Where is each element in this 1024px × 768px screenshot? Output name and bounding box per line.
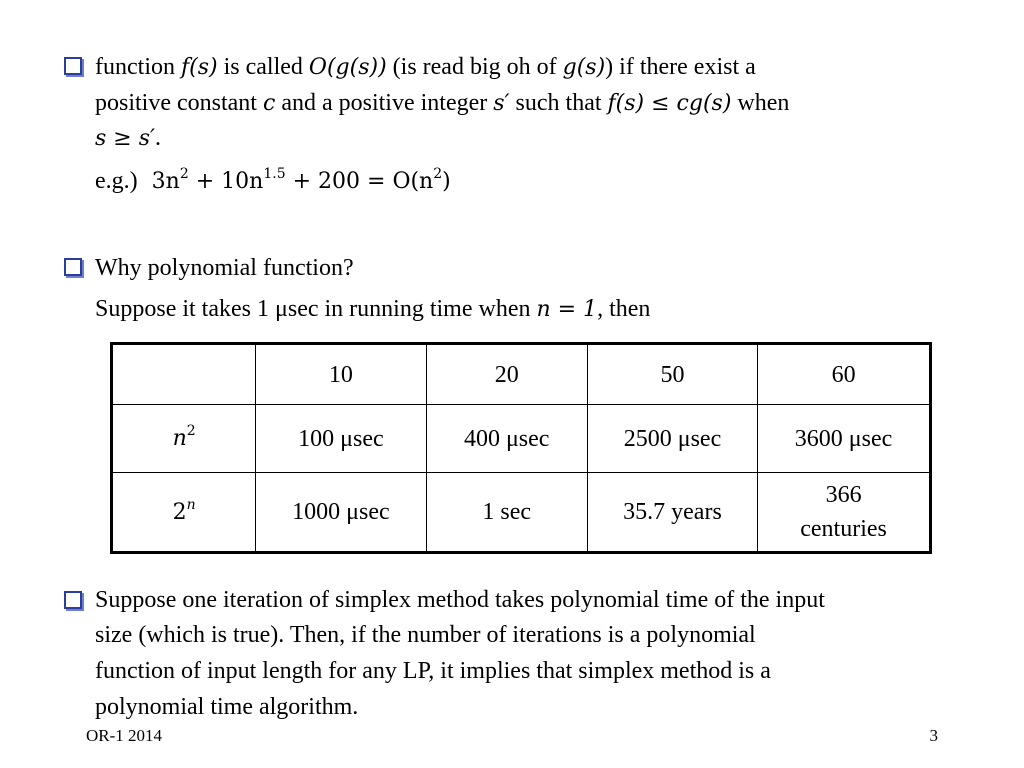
text: . (155, 125, 161, 151)
table-header-cell: 20 (426, 344, 587, 405)
page-number: 3 (929, 726, 938, 745)
table-corner-cell (112, 344, 256, 405)
table-header-cell: 50 (587, 344, 757, 405)
table-header-cell: 10 (256, 344, 426, 405)
math-inequality: f(s) ≤ cg(s) (607, 91, 732, 116)
table-cell: 35.7 years (587, 473, 757, 553)
simplex-line-1: Suppose one iteration of simplex method takes polynomial time of the input (95, 587, 825, 613)
simplex-line-4: polynomial time algorithm. (95, 694, 359, 720)
footer-course-label: OR-1 2014 (86, 726, 163, 745)
math-f-of-s: f(s) (180, 55, 218, 80)
label-exponent: 2 (186, 423, 196, 439)
why-polynomial-title: Why polynomial function? (95, 255, 354, 281)
text: , then (597, 296, 651, 322)
label-base: 2 (172, 499, 187, 525)
definition-line-1 (95, 52, 756, 83)
text: is called (217, 54, 309, 80)
text: Suppose it takes 1 μsec in running time when (95, 296, 537, 322)
table-cell: 100 μsec (256, 405, 426, 473)
simplex-line-3: function of input length for any LP, it implies that simplex method is a (95, 658, 771, 684)
math-n-equals-1: n = 1 (536, 297, 598, 322)
example-prefix: e.g.) (95, 168, 138, 194)
text: positive constant (95, 90, 263, 116)
definition-line-3 (95, 123, 161, 154)
table-cell: 366 centuries (758, 473, 931, 553)
eq-exponent: 2 (179, 166, 189, 182)
text: (is read big oh of (386, 54, 563, 80)
math-big-oh: O(g(s)) (308, 55, 387, 80)
running-time-sentence (95, 294, 650, 325)
bullet-checkbox-icon (64, 591, 82, 609)
text: and a positive integer (275, 90, 494, 116)
eq-part: 3n (151, 169, 180, 194)
row-label-two-to-n (112, 473, 256, 553)
table-cell: 3600 μsec (758, 405, 931, 473)
table-header-cell: 60 (758, 344, 931, 405)
math-s-prime: s′ (493, 91, 510, 116)
text: such that (509, 90, 608, 116)
table-header-row (112, 344, 931, 405)
definition-line-2 (95, 88, 789, 119)
eq-part: ) (442, 169, 451, 194)
table-cell: 1 sec (426, 473, 587, 553)
text: ) if there exist a (605, 54, 756, 80)
label-exponent: n (186, 496, 196, 513)
example-line (95, 166, 451, 197)
simplex-line-2: size (which is true). Then, if the number of iterations is a polynomial (95, 622, 756, 648)
text: function (95, 54, 181, 80)
bullet-checkbox-icon (64, 57, 82, 75)
eq-exponent: 1.5 (263, 166, 286, 182)
eq-part: + 10n (188, 169, 264, 194)
row-label-n-squared (112, 405, 256, 473)
table-cell: 2500 μsec (587, 405, 757, 473)
math-s-ge-s-prime: s ≥ s′ (95, 126, 155, 151)
label-base: n (172, 426, 187, 451)
eq-part: + 200 = O(n (285, 169, 434, 194)
table-cell: 1000 μsec (256, 473, 426, 553)
running-time-table (110, 342, 932, 554)
bullet-checkbox-icon (64, 258, 82, 276)
text: when (731, 90, 790, 116)
eq-exponent: 2 (433, 166, 443, 182)
table-row (112, 473, 931, 553)
example-equation (151, 166, 451, 194)
table-cell: 400 μsec (426, 405, 587, 473)
math-c: c (262, 91, 276, 116)
math-g-of-s: g(s) (562, 55, 606, 80)
table-row (112, 405, 931, 473)
